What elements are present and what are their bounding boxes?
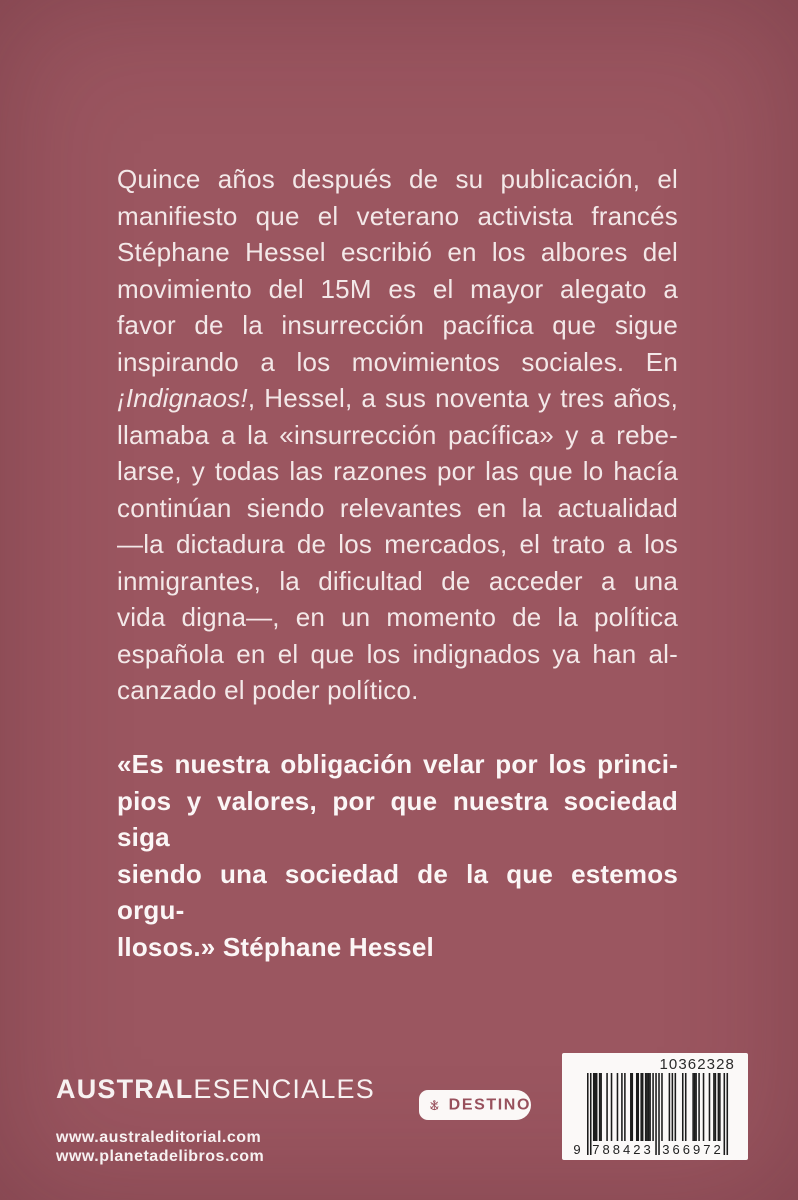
- text-line: manifiesto que el veterano activista francés: [117, 200, 678, 231]
- destino-label: DESTINO: [448, 1096, 531, 1114]
- text-line: pios y valores, por que nuestra sociedad siga: [117, 785, 678, 852]
- text-line: ¡Indignaos!, Hessel, a sus noventa y tres años,: [117, 383, 678, 413]
- imprint-austral-label: AUSTRAL: [56, 1074, 194, 1104]
- url-planetadelibros: www.planetadelibros.com: [56, 1148, 265, 1165]
- destino-logo: [419, 1090, 531, 1120]
- publisher-urls: [56, 1128, 264, 1166]
- text-line: siendo una sociedad de la que estemos orgu-: [117, 858, 678, 925]
- text-line: —la dictadura de los mercados, el trato a los: [117, 529, 678, 559]
- text-line: inmigrantes, la dificultad de acceder a una: [117, 565, 678, 596]
- text-line: continúan siendo relevantes en la actualidad: [117, 492, 678, 523]
- barcode: [562, 1053, 748, 1160]
- text-line: canzado el poder político.: [117, 675, 419, 705]
- text-line: llamaba a la «insurrección pacífica» y a rebe-: [117, 419, 678, 450]
- text-line: llosos.» Stéphane Hessel: [117, 931, 434, 962]
- synopsis-text: [117, 161, 678, 709]
- text-line: vida digna—, en un momento de la política: [117, 602, 678, 632]
- pull-quote: [117, 746, 678, 965]
- svg-text:9: 9: [573, 1142, 581, 1157]
- text-line: movimiento del 15M es el mayor alegato a: [117, 273, 678, 304]
- url-australeditorial: www.australeditorial.com: [56, 1129, 262, 1146]
- imprint-esenciales-label: ESENCIALES: [193, 1074, 375, 1104]
- text-line: española en el que los indignados ya han al-: [117, 638, 678, 669]
- text-line: Quince años después de su publicación, el: [117, 164, 678, 194]
- imprint-logo: [56, 1076, 375, 1103]
- text-line: favor de la insurrección pacífica que sigue: [117, 310, 678, 340]
- text-line: «Es nuestra obligación velar por los princi-: [117, 749, 678, 779]
- text-line: Stéphane Hessel escribió en los albores del: [117, 237, 678, 267]
- barcode-top-code: 10362328: [659, 1056, 735, 1073]
- text-line: inspirando a los movimientos sociales. En: [117, 346, 678, 377]
- text-line: larse, y todas las razones por las que lo hacía: [117, 456, 678, 486]
- destino-anchor-dolphin-icon: [428, 1095, 441, 1116]
- barcode-bars: [562, 1073, 748, 1159]
- svg-text:788423: 788423: [592, 1142, 654, 1157]
- svg-text:366972: 366972: [662, 1142, 724, 1157]
